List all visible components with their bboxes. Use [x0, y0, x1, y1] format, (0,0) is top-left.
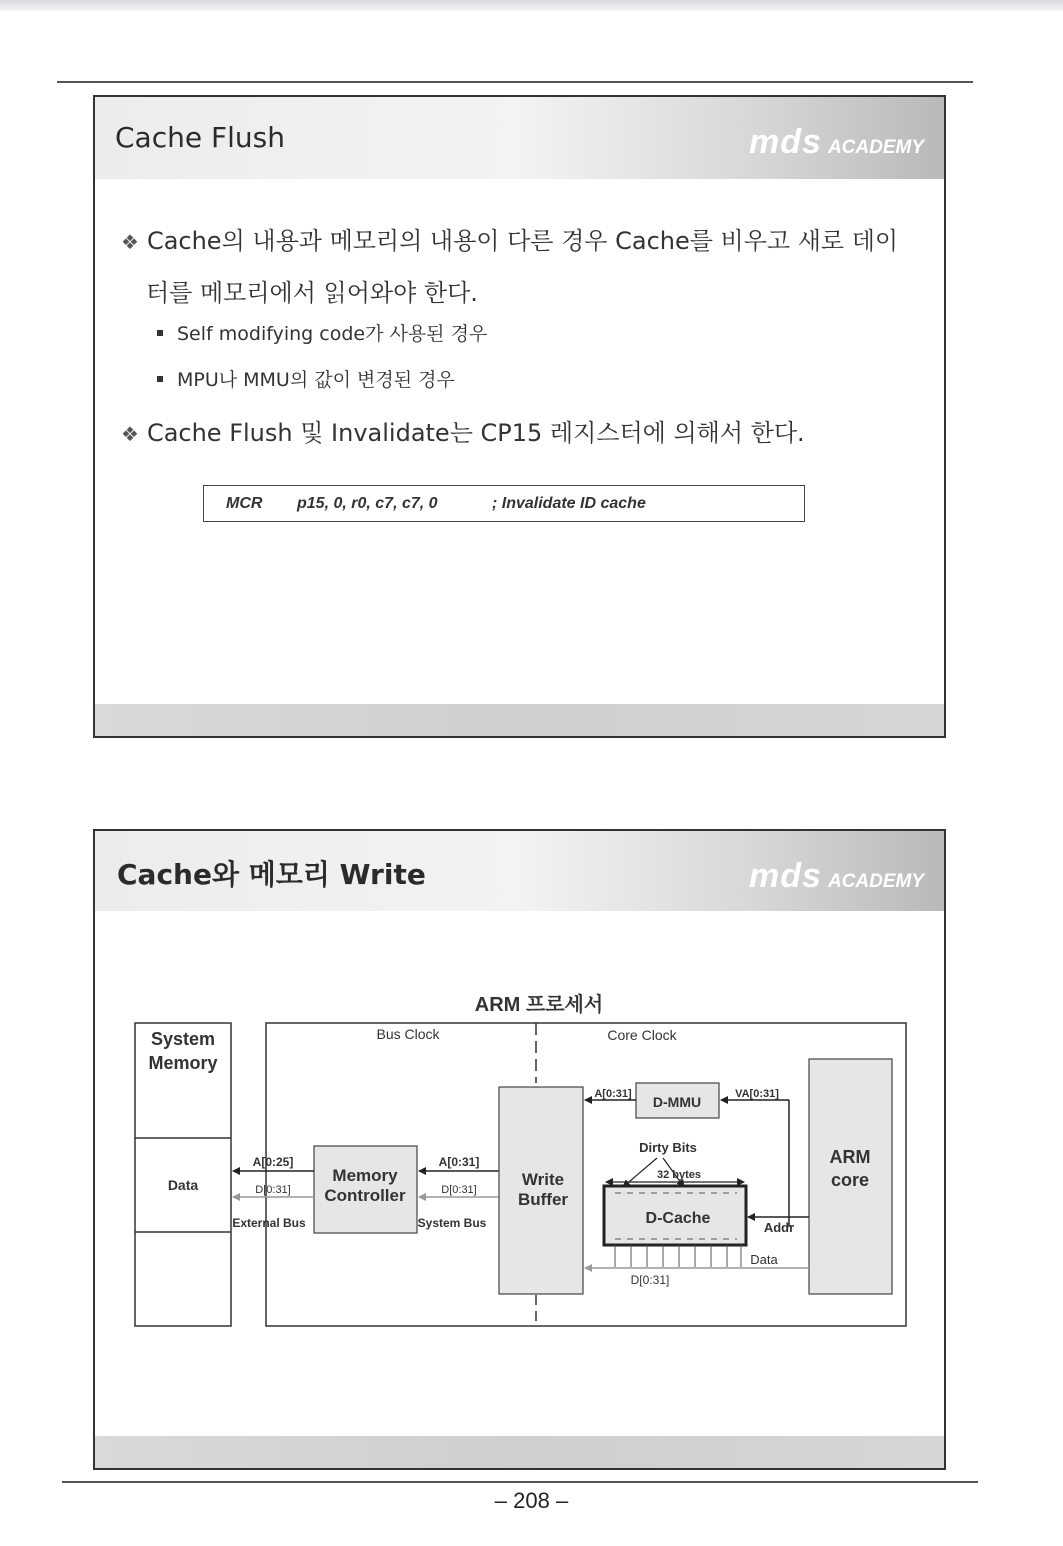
d-cache-label: D-Cache	[645, 1210, 711, 1227]
diamond-bullet-icon: ❖	[121, 422, 139, 446]
scan-edge	[0, 0, 1063, 12]
system-memory-label: Memory	[148, 1053, 218, 1073]
memory-controller-label: Controller	[324, 1186, 406, 1205]
square-bullet-icon	[157, 376, 163, 382]
code-box	[203, 485, 805, 522]
arm-core-label: ARM	[829, 1147, 871, 1167]
system-memory-label: System	[150, 1029, 216, 1049]
memory-controller-label: Memory	[332, 1166, 398, 1185]
write-buffer-label: Buffer	[517, 1190, 569, 1209]
system-bus-label: System Bus	[417, 1216, 487, 1230]
arm-core-label: core	[830, 1170, 870, 1190]
slide-cache-memory-write	[93, 829, 946, 1470]
diagram-heading: ARM 프로세서	[474, 994, 604, 1016]
core-clock-label: Core Clock	[607, 1027, 677, 1043]
a-0-31-system-label: A[0:31]	[438, 1155, 480, 1169]
external-bus-label: External Bus	[232, 1216, 306, 1230]
bullet-1-continuation: 터를 메모리에서 읽어와야 한다.	[146, 279, 478, 307]
square-bullet-icon	[157, 330, 163, 336]
addr-label: Addr	[763, 1220, 795, 1235]
dirty-bits-label: Dirty Bits	[639, 1140, 697, 1155]
d-0-31-cache-label: D[0:31]	[630, 1273, 670, 1287]
diamond-bullet-icon: ❖	[121, 230, 139, 254]
page-number: – 208 –	[494, 1488, 569, 1513]
a-0-25-label: A[0:25]	[252, 1155, 294, 1169]
sub-bullet-2: MPU나 MMU의 값이 변경된 경우	[157, 365, 455, 392]
32-bytes-label: 32 bytes	[656, 1169, 702, 1181]
core-data-label: Data	[750, 1252, 778, 1267]
slide-footer-bar	[95, 1436, 944, 1468]
slide-header	[95, 97, 944, 179]
bus-clock-label: Bus Clock	[376, 1026, 440, 1042]
data-label: Data	[167, 1177, 199, 1193]
write-buffer-label: Write	[521, 1170, 565, 1189]
code-op: MCR	[226, 495, 263, 512]
slide-title: Cache Flush	[115, 121, 285, 154]
a-0-31-mmu-label: A[0:31]	[594, 1088, 632, 1100]
slide-header	[95, 831, 944, 911]
bullet-1: ❖ Cache의 내용과 메모리의 내용이 다른 경우 Cache를 비우고 새로 데이	[121, 227, 899, 255]
d-0-31-external-label: D[0:31]	[255, 1184, 291, 1196]
mds-academy-logo: mds ACADEMY	[749, 857, 924, 895]
slide-footer-bar	[95, 704, 944, 736]
d-0-31-system-label: D[0:31]	[441, 1184, 477, 1196]
code-args: p15, 0, r0, c7, c7, 0	[297, 495, 438, 512]
va-0-31-label: VA[0:31]	[735, 1088, 779, 1100]
mds-academy-logo: mds ACADEMY	[749, 123, 924, 161]
sub-bullet-1: Self modifying code가 사용된 경우	[157, 319, 487, 346]
code-comment: ; Invalidate ID cache	[492, 495, 646, 512]
top-rule	[57, 81, 973, 83]
bottom-rule	[62, 1481, 978, 1483]
slide-title: Cache와 메모리 Write	[117, 858, 426, 891]
arm-processor-diagram	[95, 971, 944, 1491]
d-mmu-label: D-MMU	[652, 1094, 702, 1110]
slide-cache-flush	[93, 95, 946, 738]
bullet-2: ❖ Cache Flush 및 Invalidate는 CP15 레지스터에 의해서 한다.	[121, 419, 805, 447]
